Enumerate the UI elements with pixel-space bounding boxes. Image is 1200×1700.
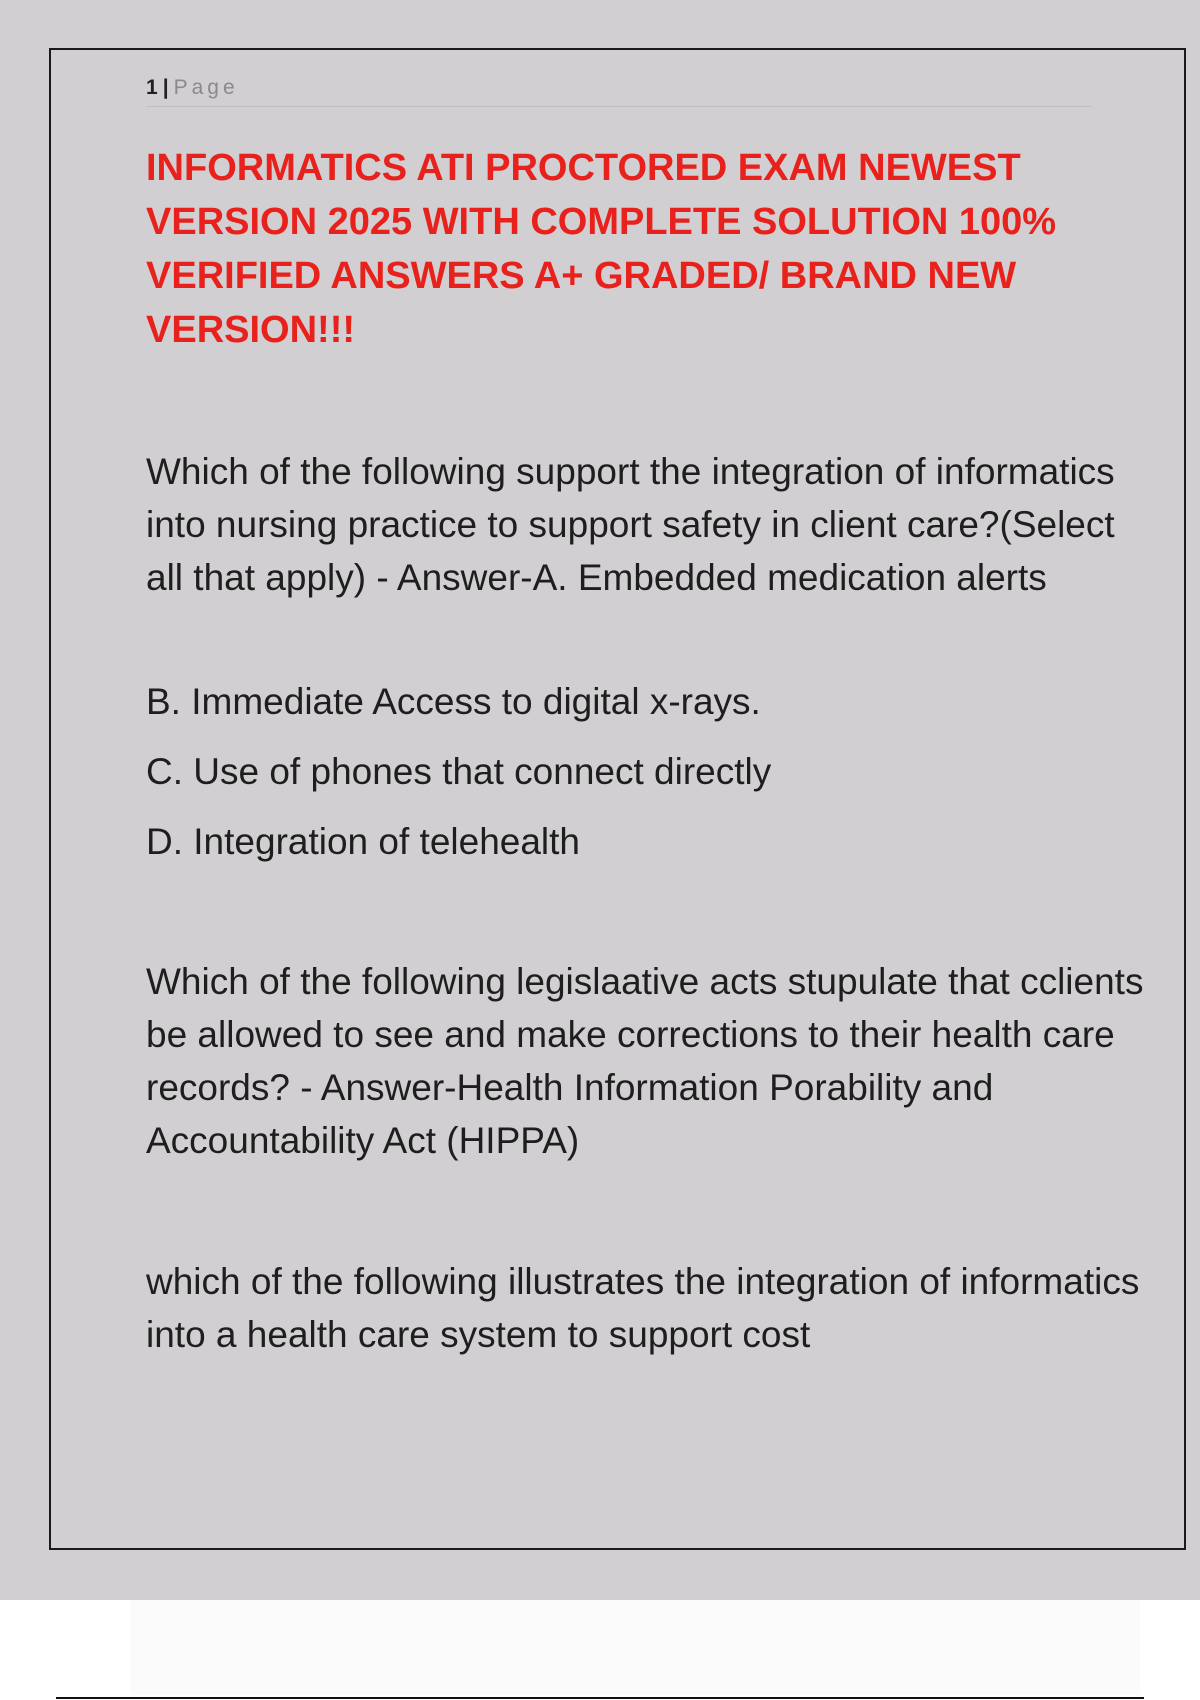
question-1-text: Which of the following support the integration of informatics into nursing practice to support safety in client care?(Select all that apply) - Answer-A. Embedded medication alerts	[146, 451, 1115, 598]
question-2-text: Which of the following legislaative acts stupulate that cclients be allowed to see and make corrections to their health care records? - Answer-Health Information Porability and Accountability Act (HIPPA)	[146, 961, 1144, 1161]
page-number: 1	[146, 76, 159, 99]
page-header-separator: |	[162, 76, 170, 99]
bottom-divider	[56, 1697, 1144, 1699]
question-1-option-d: D. Integration of telehealth	[146, 821, 581, 862]
question-3-text: which of the following illustrates the integration of informatics into a health care system to support cost	[146, 1261, 1140, 1355]
next-page-area	[130, 1600, 1140, 1695]
question-1-option-c: C. Use of phones that connect directly	[146, 751, 772, 792]
page-header	[146, 74, 1092, 107]
document-title: INFORMATICS ATI PROCTORED EXAM NEWEST VERSION 2025 WITH COMPLETE SOLUTION 100% VERIFIED ANSWERS A+ GRADED/ BRAND NEW VERSION!!!	[146, 147, 1057, 351]
question-1-option-b: B. Immediate Access to digital x-rays.	[146, 681, 761, 722]
page-label: Page	[173, 76, 239, 99]
